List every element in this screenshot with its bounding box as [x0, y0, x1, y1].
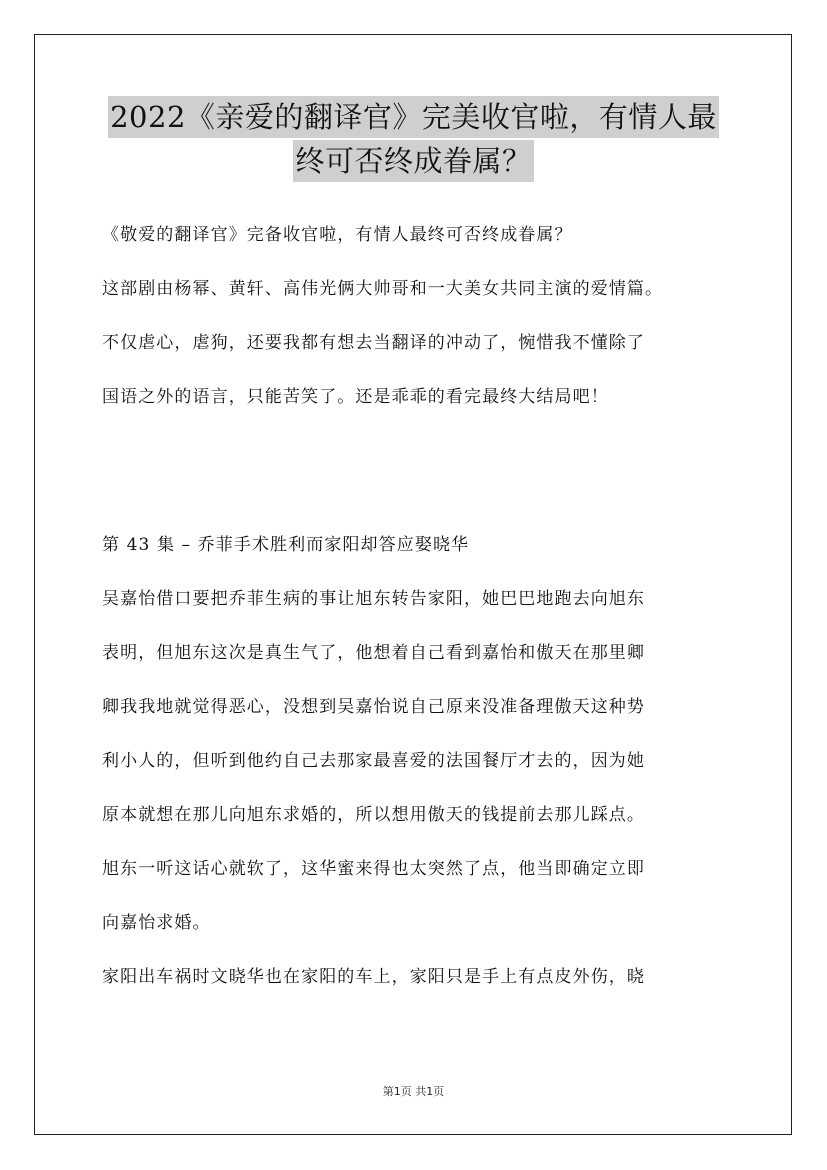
paragraph-line: 旭东一听这话心就软了，这华蜜来得也太突然了点，他当即确定立即 [102, 859, 645, 879]
paragraph-line: 利小人的，但听到他约自己去那家最喜爱的法国餐厅才去的，因为她 [102, 751, 645, 771]
document-body [102, 216, 762, 1012]
paragraph-line: 《敬爱的翻译官》完备收官啦，有情人最终可否终成眷属？ [102, 225, 573, 245]
title-line-2: 终可否终成眷属？ [293, 140, 533, 182]
episode-heading: 第 43 集 – 乔菲手术胜利而家阳却答应娶晓华 [102, 535, 470, 555]
paragraph-line: 吴嘉怡借口要把乔菲生病的事让旭东转告家阳，她巴巴地跑去向旭东 [102, 589, 645, 609]
paragraph-line: 家阳出车祸时文晓华也在家阳的车上，家阳只是手上有点皮外伤，晓 [102, 967, 645, 987]
page-footer: 第1页 共1页 [382, 1085, 445, 1098]
paragraph-line: 卿我我地就觉得恶心，没想到吴嘉怡说自己原来没准备理傲天这种势 [102, 697, 645, 717]
paragraph-line: 这部剧由杨幂、黄轩、高伟光俩大帅哥和一大美女共同主演的爱情篇。 [102, 279, 664, 299]
paragraph-line: 国语之外的语言，只能苦笑了。还是乖乖的看完最终大结局吧！ [102, 387, 609, 407]
section-spacer [102, 432, 762, 526]
document-title [0, 96, 827, 182]
paragraph-line: 向嘉怡求婚。 [102, 913, 211, 933]
title-line-1: 2022《亲爱的翻译官》完美收官啦，有情人最 [108, 96, 719, 138]
paragraph-line: 不仅虐心，虐狗，还要我都有想去当翻译的冲动了，惋惜我不懂除了 [102, 333, 645, 353]
paragraph-line: 原本就想在那儿向旭东求婚的，所以想用傲天的钱提前去那儿踩点。 [102, 805, 645, 825]
paragraph-line: 表明，但旭东这次是真生气了，他想着自己看到嘉怡和傲天在那里卿 [102, 643, 645, 663]
